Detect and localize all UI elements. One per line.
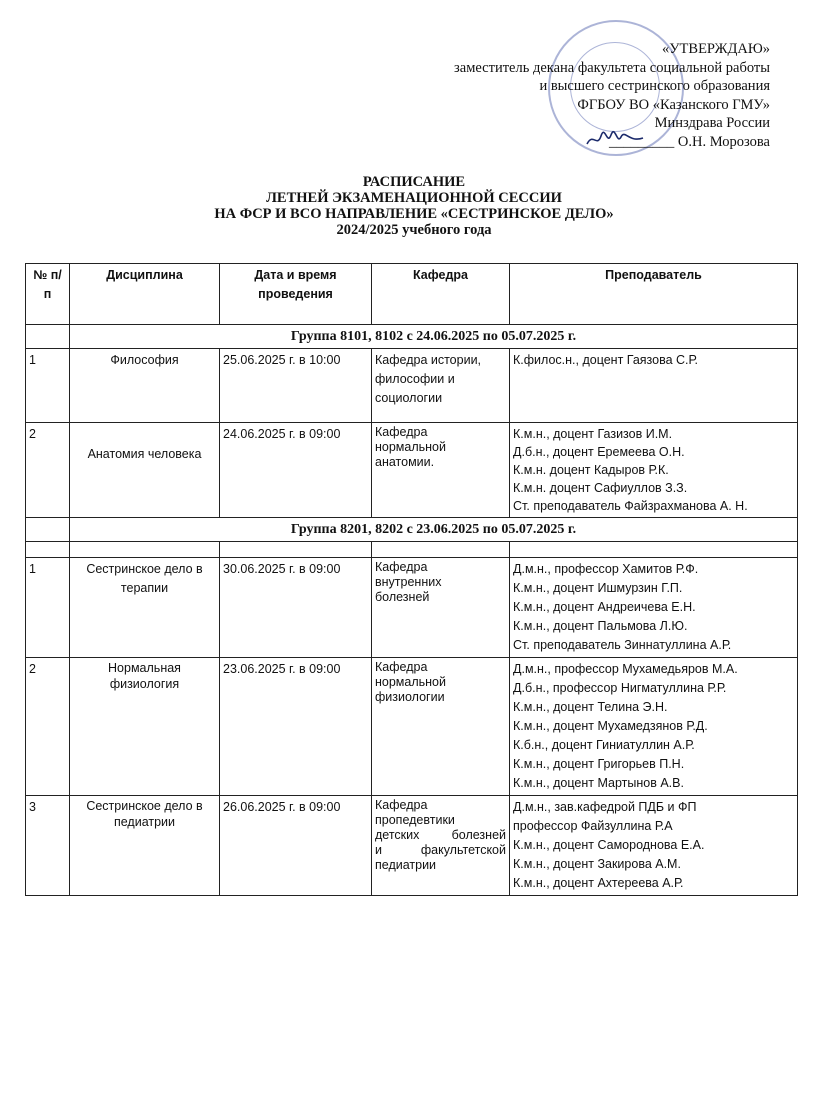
- empty-cell: [220, 542, 372, 558]
- teacher-line: К.б.н., доцент Гиниатуллин А.Р.: [513, 738, 695, 752]
- teacher-line: Д.м.н., профессор Мухамедьяров М.А.: [513, 662, 738, 676]
- title-line: НА ФСР И ВСО НАПРАВЛЕНИЕ «СЕСТРИНСКОЕ ДЕЛО»: [214, 206, 614, 222]
- department-line: нормальной: [375, 675, 446, 689]
- handwritten-signature: [585, 128, 645, 150]
- department-line: пропедевтики: [375, 813, 455, 827]
- department-line: Кафедра истории,: [375, 353, 482, 367]
- department-line: физиологии: [375, 690, 445, 704]
- teacher-line: Д.м.н., зав.кафедрой ПДБ и ФП: [513, 800, 697, 814]
- empty-cell: [510, 542, 798, 558]
- approval-line: Минздрава России: [654, 115, 770, 131]
- row-department: [372, 349, 510, 423]
- header-row: [26, 264, 798, 325]
- department-line: Кафедра: [375, 798, 428, 812]
- table-row: [26, 796, 798, 896]
- teacher-line: К.м.н., доцент Газизов И.М.: [513, 427, 673, 441]
- row-num: 2: [26, 423, 70, 518]
- teacher-line: К.м.н., доцент Телина Э.Н.: [513, 700, 668, 714]
- department-line: внутренних: [375, 575, 442, 589]
- row-datetime: 23.06.2025 г. в 09:00: [220, 658, 372, 796]
- row-teachers: [510, 558, 798, 658]
- teacher-line: профессор Файзуллина Р.А: [513, 819, 673, 833]
- row-datetime: 25.06.2025 г. в 10:00: [220, 349, 372, 423]
- teacher-line: К.м.н., доцент Закирова А.М.: [513, 857, 681, 871]
- teacher-line: Ст. преподаватель Файзрахманова А. Н.: [513, 499, 748, 513]
- approval-line: «УТВЕРЖДАЮ»: [662, 41, 770, 57]
- row-discipline: Сестринское дело в педиатрии: [70, 796, 220, 896]
- empty-cell: [372, 542, 510, 558]
- teacher-line: К.м.н. доцент Сафиуллов З.З.: [513, 481, 688, 495]
- row-num: 1: [26, 349, 70, 423]
- department-line: социологии: [375, 391, 443, 405]
- teacher-line: Д.б.н., доцент Еремеева О.Н.: [513, 445, 685, 459]
- row-datetime: 30.06.2025 г. в 09:00: [220, 558, 372, 658]
- approval-line: и высшего сестринского образования: [539, 78, 770, 94]
- department-line: и факультетской: [375, 843, 506, 857]
- department-line: педиатрии: [375, 858, 437, 872]
- row-teachers: [510, 349, 798, 423]
- header-teacher: Преподаватель: [510, 264, 798, 325]
- row-discipline: Нормальная физиология: [70, 658, 220, 796]
- empty-cell: [26, 542, 70, 558]
- row-num: 1: [26, 558, 70, 658]
- teacher-line: К.м.н., доцент Ишмурзин Г.П.: [513, 581, 683, 595]
- department-line: болезней: [375, 590, 430, 604]
- group-title: Группа 8201, 8202 с 23.06.2025 по 05.07.2025 г.: [70, 518, 798, 542]
- header-num: № п/ п: [26, 264, 70, 325]
- row-teachers: [510, 796, 798, 896]
- teacher-line: К.м.н., доцент Ахтереева А.Р.: [513, 876, 684, 890]
- row-department: [372, 558, 510, 658]
- department-line: Кафедра: [375, 660, 428, 674]
- row-discipline: Философия: [70, 349, 220, 423]
- table-row: [26, 558, 798, 658]
- document-title: [0, 174, 828, 238]
- row-department: [372, 423, 510, 518]
- title-line: ЛЕТНЕЙ ЭКЗАМЕНАЦИОННОЙ СЕССИИ: [266, 190, 562, 206]
- row-datetime: 26.06.2025 г. в 09:00: [220, 796, 372, 896]
- row-discipline: Сестринское дело в терапии: [70, 558, 220, 658]
- department-line: анатомии.: [375, 455, 435, 469]
- table-row: [26, 349, 798, 423]
- teacher-line: Д.м.н., профессор Хамитов Р.Ф.: [513, 562, 699, 576]
- group-row: [26, 325, 798, 349]
- row-department: [372, 658, 510, 796]
- approval-signatory: _________ О.Н. Морозова: [609, 133, 770, 150]
- row-discipline: Анатомия человека: [70, 423, 220, 518]
- row-num: 2: [26, 658, 70, 796]
- teacher-line: К.м.н., доцент Самороднова Е.А.: [513, 838, 705, 852]
- header-datetime: Дата и время проведения: [220, 264, 372, 325]
- teacher-line: К.м.н., доцент Мартынов А.В.: [513, 776, 684, 790]
- group-row: [26, 518, 798, 542]
- department-line: Кафедра: [375, 425, 428, 439]
- table-row: [26, 658, 798, 796]
- header-discipline: Дисциплина: [70, 264, 220, 325]
- department-line: детских болезней: [375, 828, 506, 842]
- teacher-line: Ст. преподаватель Зиннатуллина А.Р.: [513, 638, 732, 652]
- group-title: Группа 8101, 8102 с 24.06.2025 по 05.07.2025 г.: [70, 325, 798, 349]
- department-line: философии и: [375, 372, 455, 386]
- table-row: [26, 423, 798, 518]
- teacher-line: К.м.н. доцент Кадыров Р.К.: [513, 463, 669, 477]
- teacher-line: Д.б.н., профессор Нигматуллина Р.Р.: [513, 681, 727, 695]
- department-line: Кафедра: [375, 560, 428, 574]
- row-department: [372, 796, 510, 896]
- department-line: нормальной: [375, 440, 446, 454]
- title-line: РАСПИСАНИЕ: [362, 174, 466, 190]
- group-row-spacer: [26, 518, 70, 542]
- teacher-line: К.м.н., доцент Мухамедзянов Р.Д.: [513, 719, 708, 733]
- empty-cell: [70, 542, 220, 558]
- schedule-table: [25, 263, 798, 896]
- teacher-line: К.м.н., доцент Андреичева Е.Н.: [513, 600, 696, 614]
- header-department: Кафедра: [372, 264, 510, 325]
- teacher-line: К.м.н., доцент Пальмова Л.Ю.: [513, 619, 688, 633]
- title-line: 2024/2025 учебного года: [336, 222, 492, 238]
- group-row-spacer: [26, 325, 70, 349]
- teacher-line: К.филос.н., доцент Гаязова С.Р.: [513, 353, 698, 367]
- teacher-line: К.м.н., доцент Григорьев П.Н.: [513, 757, 685, 771]
- row-datetime: 24.06.2025 г. в 09:00: [220, 423, 372, 518]
- row-num: 3: [26, 796, 70, 896]
- approval-block: [370, 40, 770, 151]
- approval-line: ФГБОУ ВО «Казанского ГМУ»: [577, 96, 770, 113]
- approval-line: заместитель декана факультета социальной работы: [454, 59, 770, 76]
- empty-row: [26, 542, 798, 558]
- row-teachers: [510, 423, 798, 518]
- row-teachers: [510, 658, 798, 796]
